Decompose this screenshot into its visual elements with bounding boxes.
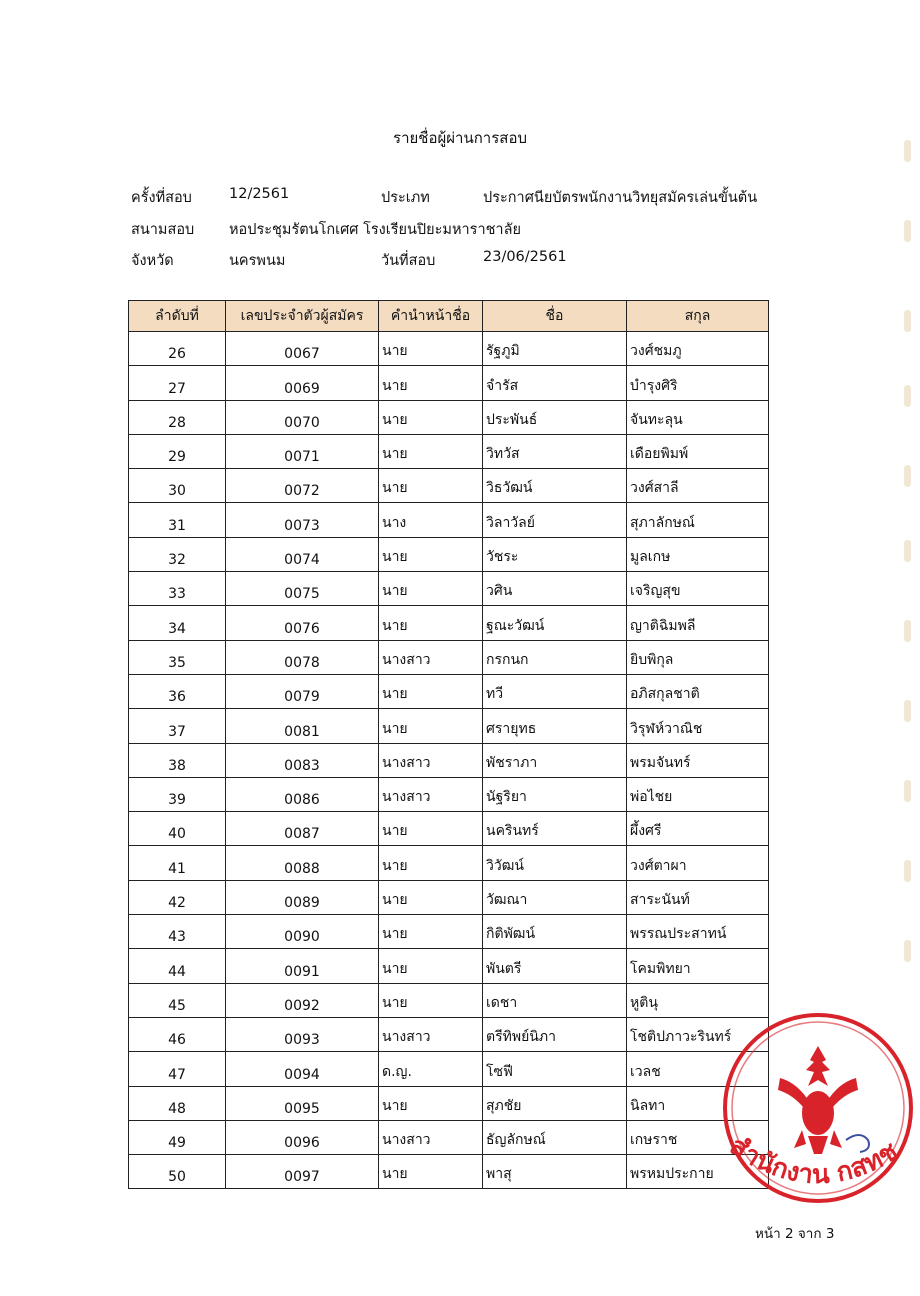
name-prefix-cell: นาย [379,366,483,400]
last-name-cell: เวลช [627,1052,769,1086]
table-row [129,812,769,846]
last-name-cell: วงศ์ชมภู [627,332,769,366]
first-name-cell: จำรัส [483,366,627,400]
row-order-cell: 28 [129,400,226,434]
first-name-cell: รัฐภูมิ [483,332,627,366]
table-row [129,777,769,811]
applicant-id-cell: 0091 [226,949,379,983]
row-order-cell: 37 [129,709,226,743]
name-prefix-cell: นาย [379,915,483,949]
first-name-cell: ตรีทิพย์นิภา [483,1017,627,1051]
row-order-cell: 43 [129,915,226,949]
applicant-id-cell: 0086 [226,777,379,811]
row-order-cell: 49 [129,1120,226,1154]
venue-label: สนามสอบ [131,222,195,238]
row-order-cell: 41 [129,846,226,880]
table-row [129,743,769,777]
applicant-id-cell: 0083 [226,743,379,777]
applicant-id-cell: 0074 [226,537,379,571]
col-header-prefix: คำนำหน้าชื่อ [379,301,483,332]
table-row [129,1155,769,1189]
first-name-cell: โซฟี [483,1052,627,1086]
table-row [129,1052,769,1086]
name-prefix-cell: ด.ญ. [379,1052,483,1086]
name-prefix-cell: นาย [379,606,483,640]
row-order-cell: 34 [129,606,226,640]
name-prefix-cell: นาย [379,537,483,571]
first-name-cell: วิทวัส [483,434,627,468]
last-name-cell: สุภาลักษณ์ [627,503,769,537]
table-row [129,983,769,1017]
venue-value: หอประชุมรัตนโกเศศ โรงเรียนปิยะมหาราชาลัย [229,222,521,238]
name-prefix-cell: นาย [379,1155,483,1189]
table-row [129,1086,769,1120]
name-prefix-cell: นางสาว [379,777,483,811]
row-order-cell: 32 [129,537,226,571]
name-prefix-cell: นาย [379,709,483,743]
last-name-cell: โคมพิทยา [627,949,769,983]
name-prefix-cell: นาย [379,674,483,708]
col-header-order: ลำดับที่ [129,301,226,332]
row-order-cell: 31 [129,503,226,537]
type-label: ประเภท [381,190,430,206]
last-name-cell: วงศ์ตาผา [627,846,769,880]
date-value: 23/06/2561 [483,249,567,265]
last-name-cell: เกษราช [627,1120,769,1154]
first-name-cell: พาสุ [483,1155,627,1189]
name-prefix-cell: นาย [379,846,483,880]
row-order-cell: 40 [129,812,226,846]
row-order-cell: 38 [129,743,226,777]
applicant-id-cell: 0097 [226,1155,379,1189]
first-name-cell: สุภชัย [483,1086,627,1120]
last-name-cell: เดือยพิมพ์ [627,434,769,468]
exam-no-label: ครั้งที่สอบ [131,190,192,206]
last-name-cell: พรมจันทร์ [627,743,769,777]
last-name-cell: ยิบพิกุล [627,640,769,674]
first-name-cell: วัชระ [483,537,627,571]
last-name-cell: อภิสกุลชาติ [627,674,769,708]
applicant-id-cell: 0087 [226,812,379,846]
row-order-cell: 36 [129,674,226,708]
name-prefix-cell: นางสาว [379,1017,483,1051]
name-prefix-cell: นางสาว [379,640,483,674]
name-prefix-cell: นาย [379,332,483,366]
table-row [129,400,769,434]
applicant-id-cell: 0076 [226,606,379,640]
first-name-cell: เดชา [483,983,627,1017]
row-order-cell: 33 [129,572,226,606]
row-order-cell: 50 [129,1155,226,1189]
first-name-cell: วิธวัฒน์ [483,469,627,503]
last-name-cell: หูตินุ [627,983,769,1017]
first-name-cell: ศรายุทธ [483,709,627,743]
first-name-cell: วัฒณา [483,880,627,914]
side-watermark [890,140,920,1040]
first-name-cell: ทวี [483,674,627,708]
first-name-cell: กิติพัฒน์ [483,915,627,949]
first-name-cell: วิวัฒน์ [483,846,627,880]
table-row [129,434,769,468]
first-name-cell: วิลาวัลย์ [483,503,627,537]
row-order-cell: 39 [129,777,226,811]
table-row [129,1120,769,1154]
table-row [129,949,769,983]
applicant-id-cell: 0072 [226,469,379,503]
last-name-cell: ผึ้งศรี [627,812,769,846]
row-order-cell: 30 [129,469,226,503]
row-order-cell: 29 [129,434,226,468]
last-name-cell: มูลเกษ [627,537,769,571]
last-name-cell: เจริญสุข [627,572,769,606]
applicant-id-cell: 0090 [226,915,379,949]
name-prefix-cell: นางสาว [379,1120,483,1154]
last-name-cell: จันทะลุน [627,400,769,434]
table-row [129,606,769,640]
first-name-cell: วศิน [483,572,627,606]
table-row [129,469,769,503]
name-prefix-cell: นาย [379,949,483,983]
name-prefix-cell: นาย [379,469,483,503]
col-header-applicant-id: เลขประจำตัวผู้สมัคร [226,301,379,332]
last-name-cell: พรหมประกาย [627,1155,769,1189]
name-prefix-cell: นางสาว [379,743,483,777]
table-row [129,332,769,366]
first-name-cell: ธัญลักษณ์ [483,1120,627,1154]
table-row [129,366,769,400]
applicant-id-cell: 0075 [226,572,379,606]
last-name-cell: นิลทา [627,1086,769,1120]
first-name-cell: ฐณะวัฒน์ [483,606,627,640]
first-name-cell: พัชราภา [483,743,627,777]
row-order-cell: 47 [129,1052,226,1086]
applicant-id-cell: 0073 [226,503,379,537]
applicant-id-cell: 0093 [226,1017,379,1051]
applicant-id-cell: 0094 [226,1052,379,1086]
type-value: ประกาศนียบัตรพนักงานวิทยุสมัครเล่นขั้นต้น [483,190,758,206]
first-name-cell: กรกนก [483,640,627,674]
col-header-first-name: ชื่อ [483,301,627,332]
exam-no-value: 12/2561 [229,186,290,202]
col-header-last-name: สกุล [627,301,769,332]
last-name-cell: วงศ์สาลี [627,469,769,503]
last-name-cell: พรรณประสาทน์ [627,915,769,949]
row-order-cell: 45 [129,983,226,1017]
applicant-id-cell: 0092 [226,983,379,1017]
table-row [129,674,769,708]
applicant-id-cell: 0088 [226,846,379,880]
date-label: วันที่สอบ [381,253,436,269]
first-name-cell: นัฐริยา [483,777,627,811]
last-name-cell: บำรุงศิริ [627,366,769,400]
results-table [128,300,769,1189]
name-prefix-cell: นาย [379,983,483,1017]
name-prefix-cell: นาย [379,812,483,846]
applicant-id-cell: 0071 [226,434,379,468]
table-row [129,537,769,571]
last-name-cell: โชติปภาวะรินทร์ [627,1017,769,1051]
name-prefix-cell: นาย [379,434,483,468]
first-name-cell: พันตรี [483,949,627,983]
last-name-cell: ญาติฉิมพลี [627,606,769,640]
table-header-row [129,301,769,332]
table-row [129,640,769,674]
applicant-id-cell: 0081 [226,709,379,743]
province-label: จังหวัด [131,253,174,269]
table-row [129,503,769,537]
table-row [129,846,769,880]
row-order-cell: 35 [129,640,226,674]
applicant-id-cell: 0067 [226,332,379,366]
table-row [129,572,769,606]
row-order-cell: 46 [129,1017,226,1051]
table-row [129,709,769,743]
row-order-cell: 42 [129,880,226,914]
table-row [129,1017,769,1051]
row-order-cell: 44 [129,949,226,983]
row-order-cell: 26 [129,332,226,366]
row-order-cell: 27 [129,366,226,400]
applicant-id-cell: 0096 [226,1120,379,1154]
name-prefix-cell: นาย [379,880,483,914]
name-prefix-cell: นาย [379,1086,483,1120]
first-name-cell: นครินทร์ [483,812,627,846]
last-name-cell: สาระนันท์ [627,880,769,914]
last-name-cell: วิรุฬห์วาณิช [627,709,769,743]
name-prefix-cell: นาย [379,400,483,434]
table-row [129,880,769,914]
stamp-text: สำนักงาน กสทช [724,1130,904,1191]
applicant-id-cell: 0069 [226,366,379,400]
province-value: นครพนม [229,253,286,269]
applicant-id-cell: 0070 [226,400,379,434]
official-seal-stamp [718,1008,918,1208]
applicant-id-cell: 0089 [226,880,379,914]
page-title: รายชื่อผู้ผ่านการสอบ [393,129,527,147]
name-prefix-cell: นาย [379,572,483,606]
page-number: หน้า 2 จาก 3 [755,1226,835,1242]
last-name-cell: พ่อไชย [627,777,769,811]
applicant-id-cell: 0095 [226,1086,379,1120]
first-name-cell: ประพันธ์ [483,400,627,434]
table-row [129,915,769,949]
name-prefix-cell: นาง [379,503,483,537]
row-order-cell: 48 [129,1086,226,1120]
applicant-id-cell: 0078 [226,640,379,674]
applicant-id-cell: 0079 [226,674,379,708]
